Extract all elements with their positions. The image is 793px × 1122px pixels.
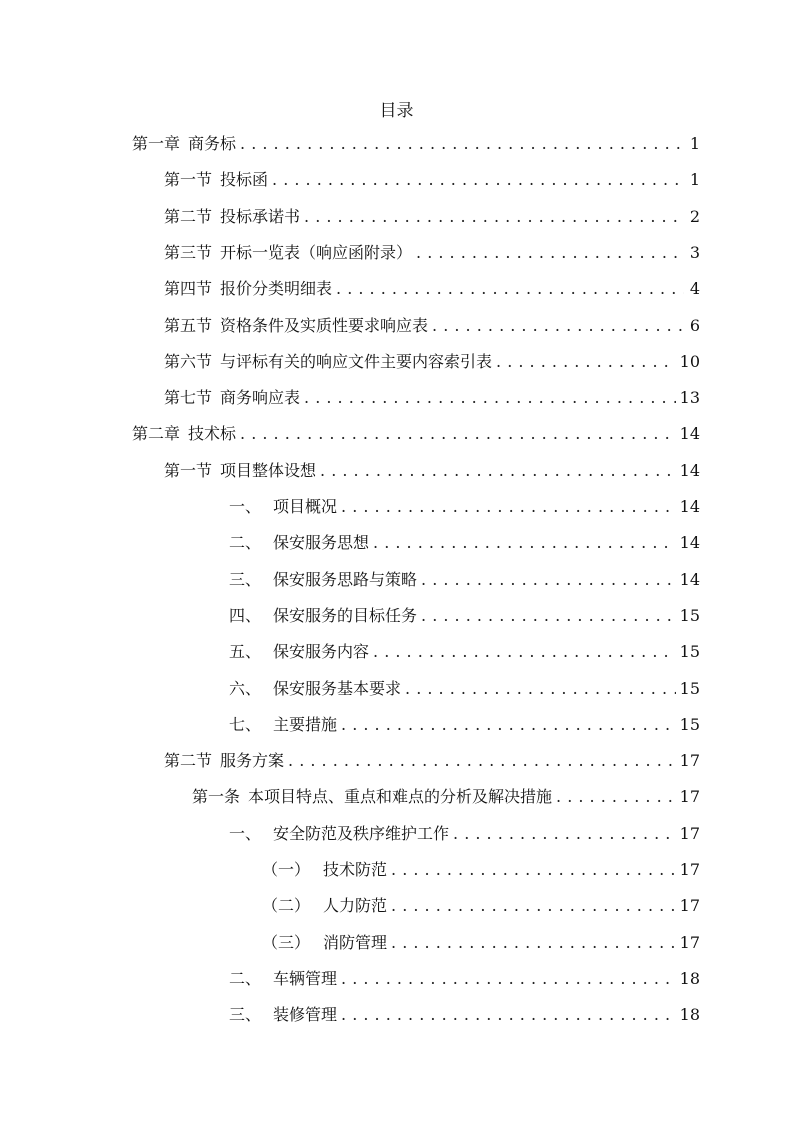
toc-entry-number: 三、	[229, 1005, 262, 1025]
toc-entry-title: 技术标	[188, 424, 237, 444]
dot-leader	[341, 496, 676, 518]
toc-entry-page: 18	[679, 968, 700, 988]
toc-entry-number: 一、	[229, 823, 262, 843]
toc-entry[interactable]	[229, 532, 700, 554]
toc-entry-number: 第三节	[164, 242, 213, 262]
toc-entry-page: 17	[679, 860, 700, 879]
toc-entry-number: 五、	[229, 642, 262, 662]
dot-leader	[556, 786, 676, 808]
toc-entry-page: 3	[689, 242, 700, 262]
toc-entry-number: 三、	[229, 569, 262, 589]
toc-entry-title: 资格条件及实质性要求响应表	[220, 315, 429, 335]
toc-entry-page: 17	[679, 896, 700, 916]
toc-entry-number: （二）	[262, 896, 311, 916]
dot-leader	[405, 678, 676, 700]
toc-entry-title: 主要措施	[273, 714, 338, 734]
toc-entry[interactable]	[229, 605, 700, 627]
dot-leader	[288, 750, 676, 772]
toc-entry-page: 17	[679, 787, 700, 807]
toc-entry[interactable]	[164, 750, 700, 772]
dot-leader	[391, 859, 676, 881]
dot-leader	[432, 315, 684, 337]
toc-entry-number: （三）	[262, 932, 311, 952]
toc-entry-title: 人力防范	[323, 896, 388, 916]
toc-entry[interactable]	[262, 895, 700, 917]
toc-entry-number: 第六节	[164, 351, 213, 371]
dot-leader	[453, 823, 676, 845]
toc-entry-number: 第七节	[164, 388, 213, 408]
toc-entry-title: 商务响应表	[220, 388, 301, 408]
dot-leader	[496, 351, 676, 373]
toc-entry-number: 二、	[229, 968, 262, 988]
toc-entry-title: 保安服务的目标任务	[273, 605, 418, 625]
dot-leader	[304, 206, 684, 228]
toc-entry-title: 本项目特点、重点和难点的分析及解决措施	[248, 787, 553, 807]
toc-entry-title: 保安服务基本要求	[273, 678, 402, 698]
toc-entry-number: 七、	[229, 714, 262, 734]
dot-leader	[416, 242, 684, 264]
toc-entry-page: 14	[679, 460, 700, 480]
toc-entry-number: 第一章	[132, 134, 181, 153]
toc-entry-page: 15	[679, 678, 700, 698]
toc-entry-title: 技术防范	[323, 860, 388, 879]
toc-entry-page: 10	[679, 351, 700, 371]
toc-entry[interactable]	[164, 315, 700, 337]
toc-entry-title: 保安服务思想	[273, 533, 370, 553]
dot-leader	[341, 1004, 676, 1026]
toc-entry-page: 17	[679, 932, 700, 952]
toc-entry-page: 13	[679, 388, 700, 408]
dot-leader	[421, 605, 676, 627]
dot-leader	[240, 423, 676, 445]
toc-entry-number: 一、	[229, 497, 262, 516]
toc-entry[interactable]	[229, 569, 700, 591]
toc-entry-page: 1	[689, 170, 700, 190]
toc-entry-title: 开标一览表（响应函附录）	[220, 242, 413, 262]
toc-entry-page: 14	[679, 497, 700, 516]
toc-entry-title: 保安服务思路与策略	[273, 569, 418, 589]
toc-entry-page: 15	[679, 714, 700, 734]
toc-entry[interactable]	[164, 278, 700, 300]
toc-entry-number: 第二节	[164, 206, 213, 226]
toc-entry[interactable]	[229, 968, 700, 990]
dot-leader	[240, 133, 684, 155]
toc-entry-title: 安全防范及秩序维护工作	[273, 823, 450, 843]
toc-entry[interactable]	[229, 641, 700, 663]
toc-entry-title: 车辆管理	[273, 968, 338, 988]
toc-title: 目录	[379, 101, 414, 121]
toc-entry-title: 装修管理	[273, 1005, 338, 1025]
toc-entry-page: 1	[689, 134, 700, 153]
toc-entry-number: 第二节	[164, 751, 213, 771]
toc-entry[interactable]	[229, 823, 700, 845]
toc-entry-page: 15	[679, 642, 700, 662]
toc-entry-number: 第四节	[164, 279, 213, 299]
toc-entry-page: 6	[689, 315, 700, 335]
toc-entry[interactable]	[164, 460, 700, 482]
toc-entry[interactable]	[164, 387, 700, 409]
toc-entry[interactable]	[164, 169, 700, 191]
toc-entry-page: 14	[679, 569, 700, 589]
toc-entry-title: 与评标有关的响应文件主要内容索引表	[220, 351, 493, 371]
toc-entry-page: 17	[679, 823, 700, 843]
dot-leader	[304, 387, 676, 409]
toc-entry-number: 第一节	[164, 170, 213, 190]
dot-leader	[320, 460, 676, 482]
toc-entry-title: 投标承诺书	[220, 206, 301, 226]
toc-entry[interactable]	[229, 1004, 700, 1026]
toc-entry[interactable]	[192, 786, 700, 808]
toc-entry[interactable]	[229, 678, 700, 700]
toc-entry-page: 15	[679, 605, 700, 625]
dot-leader	[391, 895, 676, 917]
toc-entry-number: 第一节	[164, 460, 213, 480]
toc-entry-number: （一）	[262, 860, 311, 879]
toc-entry-title: 投标函	[220, 170, 269, 190]
toc-entry[interactable]	[229, 714, 700, 736]
toc-entry[interactable]	[262, 932, 700, 954]
toc-entry-number: 二、	[229, 533, 262, 553]
dot-leader	[373, 532, 676, 554]
toc-entry-page: 2	[689, 206, 700, 226]
toc-entry-title: 商务标	[188, 134, 237, 153]
dot-leader	[421, 569, 676, 591]
toc-entry-number: 六、	[229, 678, 262, 698]
toc-entry-number: 第二章	[132, 424, 181, 444]
toc-entry-page: 4	[689, 279, 700, 299]
toc-entry-title: 报价分类明细表	[220, 279, 333, 299]
toc-entry-title: 项目概况	[273, 497, 338, 516]
dot-leader	[341, 968, 676, 990]
toc-entry-title: 保安服务内容	[273, 642, 370, 662]
dot-leader	[336, 278, 684, 300]
toc-entry-number: 四、	[229, 605, 262, 625]
toc-entry-title: 项目整体设想	[220, 460, 317, 480]
dot-leader	[272, 169, 684, 191]
dot-leader	[341, 714, 676, 736]
toc-entry-number: 第五节	[164, 315, 213, 335]
toc-entry-title: 服务方案	[220, 751, 285, 771]
toc-entry[interactable]	[132, 133, 700, 155]
toc-entry[interactable]	[262, 859, 700, 881]
toc-entry[interactable]	[132, 423, 700, 445]
toc-entry-page: 14	[679, 424, 700, 444]
toc-entry-number: 第一条	[192, 787, 241, 807]
toc-entry[interactable]	[164, 206, 700, 228]
dot-leader	[391, 932, 676, 954]
toc-entry-title: 消防管理	[323, 932, 388, 952]
toc-entry[interactable]	[229, 496, 700, 518]
toc-entry-page: 14	[679, 533, 700, 553]
toc-entry-page: 17	[679, 751, 700, 771]
toc-entry[interactable]	[164, 242, 700, 264]
dot-leader	[373, 641, 676, 663]
toc-entry[interactable]	[164, 351, 700, 373]
toc-entry-page: 18	[679, 1005, 700, 1025]
